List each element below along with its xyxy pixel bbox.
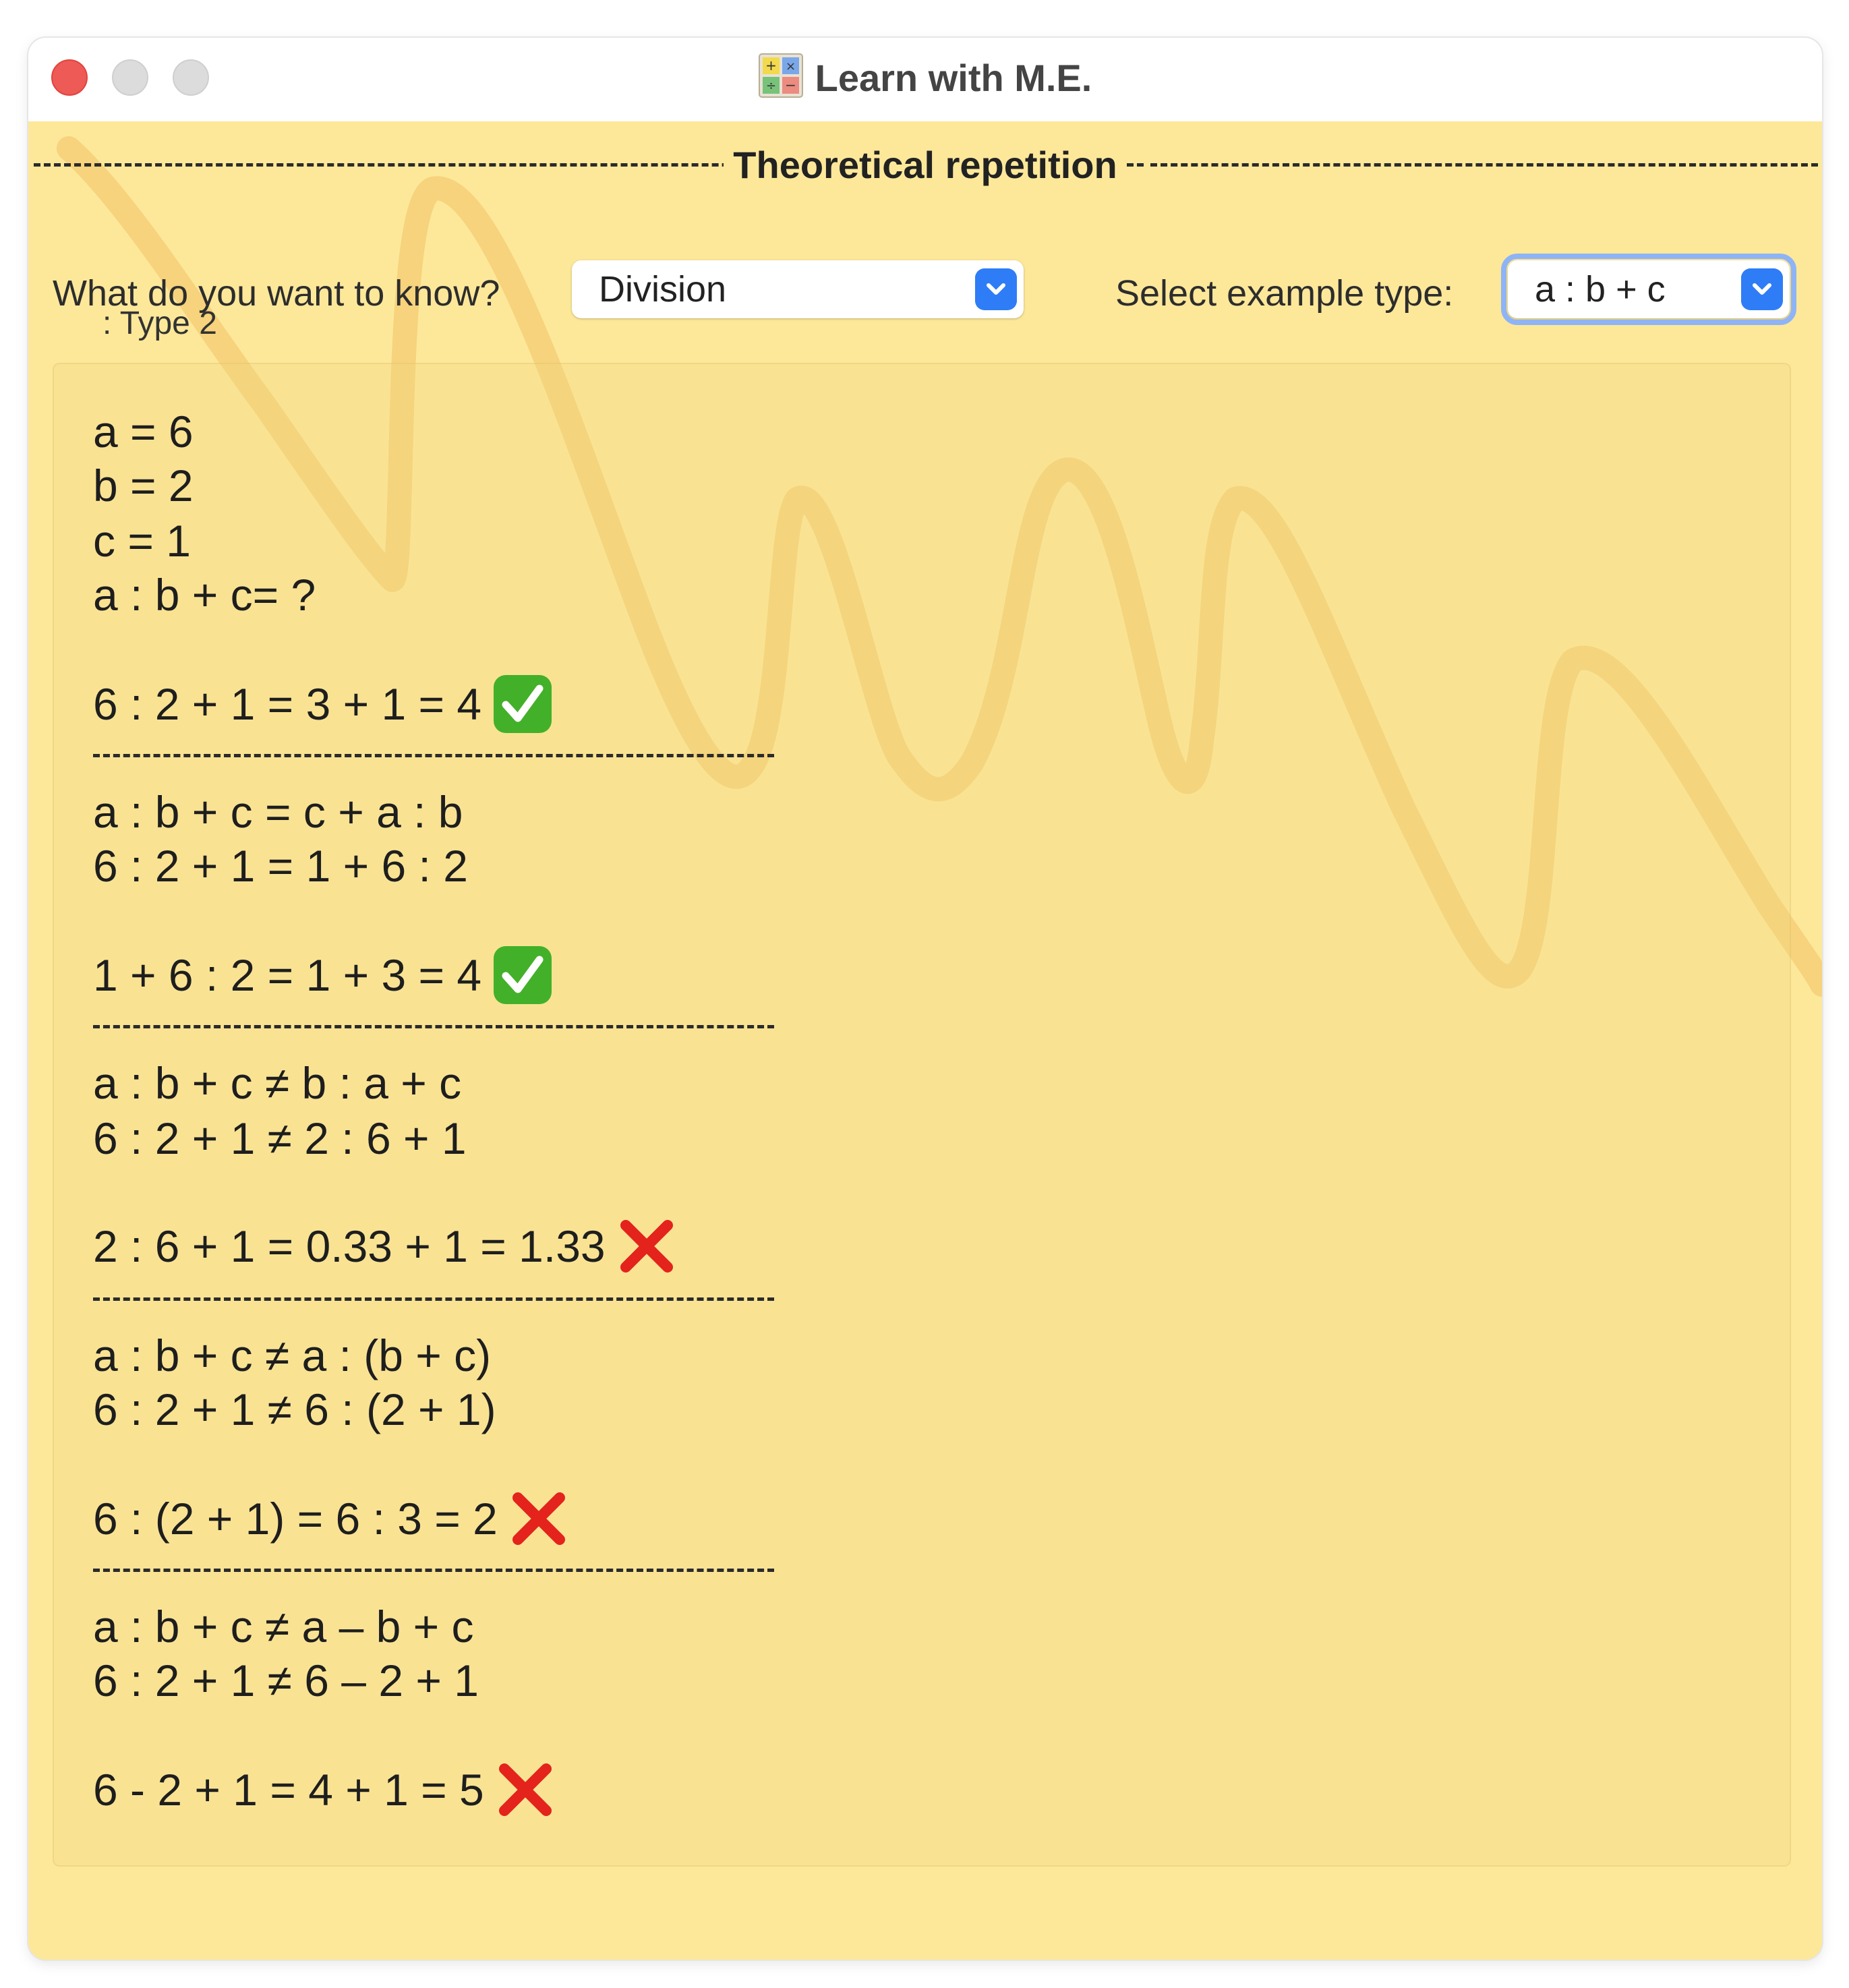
- chevron-down-icon[interactable]: [975, 268, 1017, 310]
- given-line: a = 6: [93, 407, 194, 457]
- cross-mark-icon: [495, 1759, 556, 1820]
- result-line: [93, 1492, 569, 1546]
- example-type-dropdown[interactable]: [1508, 260, 1790, 318]
- svg-text:×: ×: [785, 59, 796, 74]
- result-line: [93, 948, 553, 1002]
- example-panel: [53, 363, 1791, 1867]
- check-mark-icon: [492, 945, 553, 1005]
- rule-line: a : b + c ≠ b : a + c: [93, 1058, 462, 1108]
- result-line: [93, 1763, 556, 1817]
- window-title: Learn with M.E.: [815, 57, 1092, 99]
- rule-line: a : b + c ≠ a – b + c: [93, 1602, 474, 1651]
- example-type-label: Select example type:: [1115, 273, 1454, 314]
- substituted-line: 6 : 2 + 1 ≠ 6 – 2 + 1: [93, 1656, 479, 1705]
- rule-line: a : b + c ≠ a : (b + c): [93, 1331, 492, 1380]
- topic-dropdown-value: Division: [599, 269, 727, 310]
- svg-text:+: +: [765, 57, 777, 74]
- result-text: 6 : 2 + 1 = 3 + 1 = 4: [93, 679, 482, 729]
- section-title: Theoretical repetition: [724, 144, 1126, 186]
- cross-mark-icon: [616, 1216, 677, 1277]
- topic-dropdown[interactable]: [572, 260, 1024, 318]
- chevron-down-icon[interactable]: [1741, 268, 1783, 310]
- separator: [93, 754, 774, 757]
- result-text: 6 - 2 + 1 = 4 + 1 = 5: [93, 1765, 484, 1815]
- substituted-line: 6 : 2 + 1 = 1 + 6 : 2: [93, 841, 468, 891]
- title-bar[interactable]: [28, 38, 1822, 122]
- result-line: [93, 1219, 677, 1273]
- rule-line: a : b + c = c + a : b: [93, 787, 463, 837]
- content-area: [28, 121, 1822, 1960]
- app-icon: [759, 53, 803, 98]
- separator: [93, 1569, 774, 1572]
- cross-mark-icon: [508, 1488, 569, 1549]
- section-header: [28, 144, 1822, 186]
- separator: [93, 1025, 774, 1028]
- type-label: : Type 2: [102, 305, 217, 341]
- result-text: 1 + 6 : 2 = 1 + 3 = 4: [93, 950, 482, 1000]
- topic-label: What do you want to know?: [53, 273, 500, 314]
- substituted-line: 6 : 2 + 1 ≠ 2 : 6 + 1: [93, 1113, 467, 1163]
- svg-text:÷: ÷: [765, 79, 776, 93]
- check-mark-icon: [492, 674, 553, 734]
- result-text: 6 : (2 + 1) = 6 : 3 = 2: [93, 1494, 498, 1544]
- separator: [93, 1297, 774, 1301]
- example-type-value: a : b + c: [1535, 269, 1666, 310]
- app-window: [28, 38, 1822, 1960]
- given-line: b = 2: [93, 461, 194, 510]
- result-text: 2 : 6 + 1 = 0.33 + 1 = 1.33: [93, 1221, 606, 1271]
- svg-text:−: −: [784, 77, 796, 93]
- result-line: [93, 677, 553, 731]
- question-line: a : b + c= ?: [93, 570, 316, 620]
- given-line: c = 1: [93, 516, 191, 566]
- substituted-line: 6 : 2 + 1 ≠ 6 : (2 + 1): [93, 1384, 496, 1434]
